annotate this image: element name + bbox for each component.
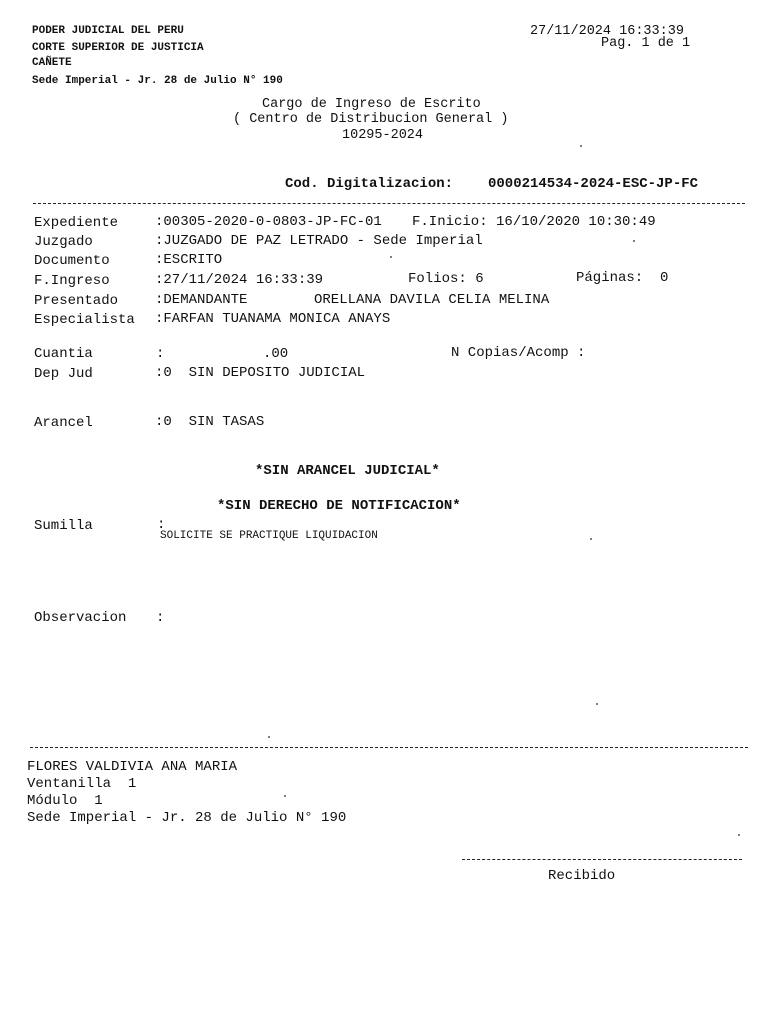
ingreso-value: :27/11/2024 16:33:39	[155, 272, 324, 288]
especialista-value: :FARFAN TUANAMA MONICA ANAYS	[155, 311, 391, 327]
cuantia-value: .00	[263, 346, 289, 362]
org-line-1: PODER JUDICIAL DEL PERU	[32, 25, 184, 37]
especialista-label: Especialista	[34, 312, 135, 328]
expediente-label: Expediente	[34, 215, 119, 231]
ingreso-label: F.Ingreso	[34, 273, 110, 289]
document-subtitle: ( Centro de Distribucion General )	[233, 112, 509, 127]
cuantia-colon: :	[156, 346, 165, 362]
header-sede: Sede Imperial - Jr. 28 de Julio N° 190	[32, 75, 283, 87]
presentado-label: Presentado	[34, 293, 119, 309]
scan-speck	[738, 834, 740, 836]
footer-sede: Sede Imperial - Jr. 28 de Julio N° 190	[27, 810, 347, 826]
arancel-value: :0 SIN TASAS	[155, 414, 265, 430]
page-indicator: Pag. 1 de 1	[601, 36, 691, 51]
scan-speck	[268, 736, 270, 738]
scan-speck	[633, 240, 635, 242]
scan-speck	[580, 145, 582, 147]
documento-label: Documento	[34, 253, 110, 269]
fecha-inicio: F.Inicio: 16/10/2020 10:30:49	[412, 214, 656, 230]
footer-modulo: Módulo 1	[27, 793, 103, 809]
org-line-2: CORTE SUPERIOR DE JUSTICIA	[32, 42, 204, 54]
document-title: Cargo de Ingreso de Escrito	[262, 97, 481, 112]
scan-speck	[590, 538, 592, 540]
observacion-label: Observacion	[34, 610, 127, 626]
juzgado-label: Juzgado	[34, 234, 93, 250]
sumilla-text: SOLICITE SE PRACTIQUE LIQUIDACION	[160, 530, 378, 542]
sin-arancel-notice: *SIN ARANCEL JUDICIAL*	[255, 463, 440, 479]
scan-speck	[284, 795, 286, 797]
dep-jud-value: :0 SIN DEPOSITO JUDICIAL	[155, 365, 366, 381]
presentado-value: :DEMANDANTE	[155, 292, 248, 308]
observacion-colon: :	[156, 610, 165, 626]
cod-digitalizacion-value: 0000214534-2024-ESC-JP-FC	[488, 176, 699, 192]
sumilla-colon: :	[157, 517, 166, 533]
org-line-3: CAÑETE	[32, 57, 72, 69]
documento-value: :ESCRITO	[155, 252, 223, 268]
footer-ventanilla: Ventanilla 1	[27, 776, 137, 792]
scan-speck	[596, 703, 598, 705]
footer-name: FLORES VALDIVIA ANA MARIA	[27, 759, 238, 775]
folios: Folios: 6	[408, 271, 484, 287]
juzgado-value: :JUZGADO DE PAZ LETRADO - Sede Imperial	[155, 233, 483, 249]
cod-digitalizacion-label: Cod. Digitalizacion:	[285, 176, 454, 192]
sumilla-label: Sumilla	[34, 518, 93, 534]
paginas: Páginas: 0	[576, 270, 669, 286]
divider-top	[33, 203, 745, 204]
signature-line	[462, 859, 742, 860]
recibido-label: Recibido	[548, 868, 616, 884]
divider-bottom	[30, 747, 748, 748]
dep-jud-label: Dep Jud	[34, 366, 93, 382]
print-datetime: 27/11/2024 16:33:39	[530, 24, 684, 39]
expediente-value: :00305-2020-0-0803-JP-FC-01	[155, 214, 382, 230]
cuantia-label: Cuantia	[34, 346, 93, 362]
copias-label: N Copias/Acomp :	[451, 345, 586, 361]
presentado-name: ORELLANA DAVILA CELIA MELINA	[314, 292, 550, 308]
sin-derecho-notice: *SIN DERECHO DE NOTIFICACION*	[217, 498, 461, 514]
document-number: 10295-2024	[342, 128, 424, 143]
scan-speck	[390, 256, 392, 258]
arancel-label: Arancel	[34, 415, 93, 431]
